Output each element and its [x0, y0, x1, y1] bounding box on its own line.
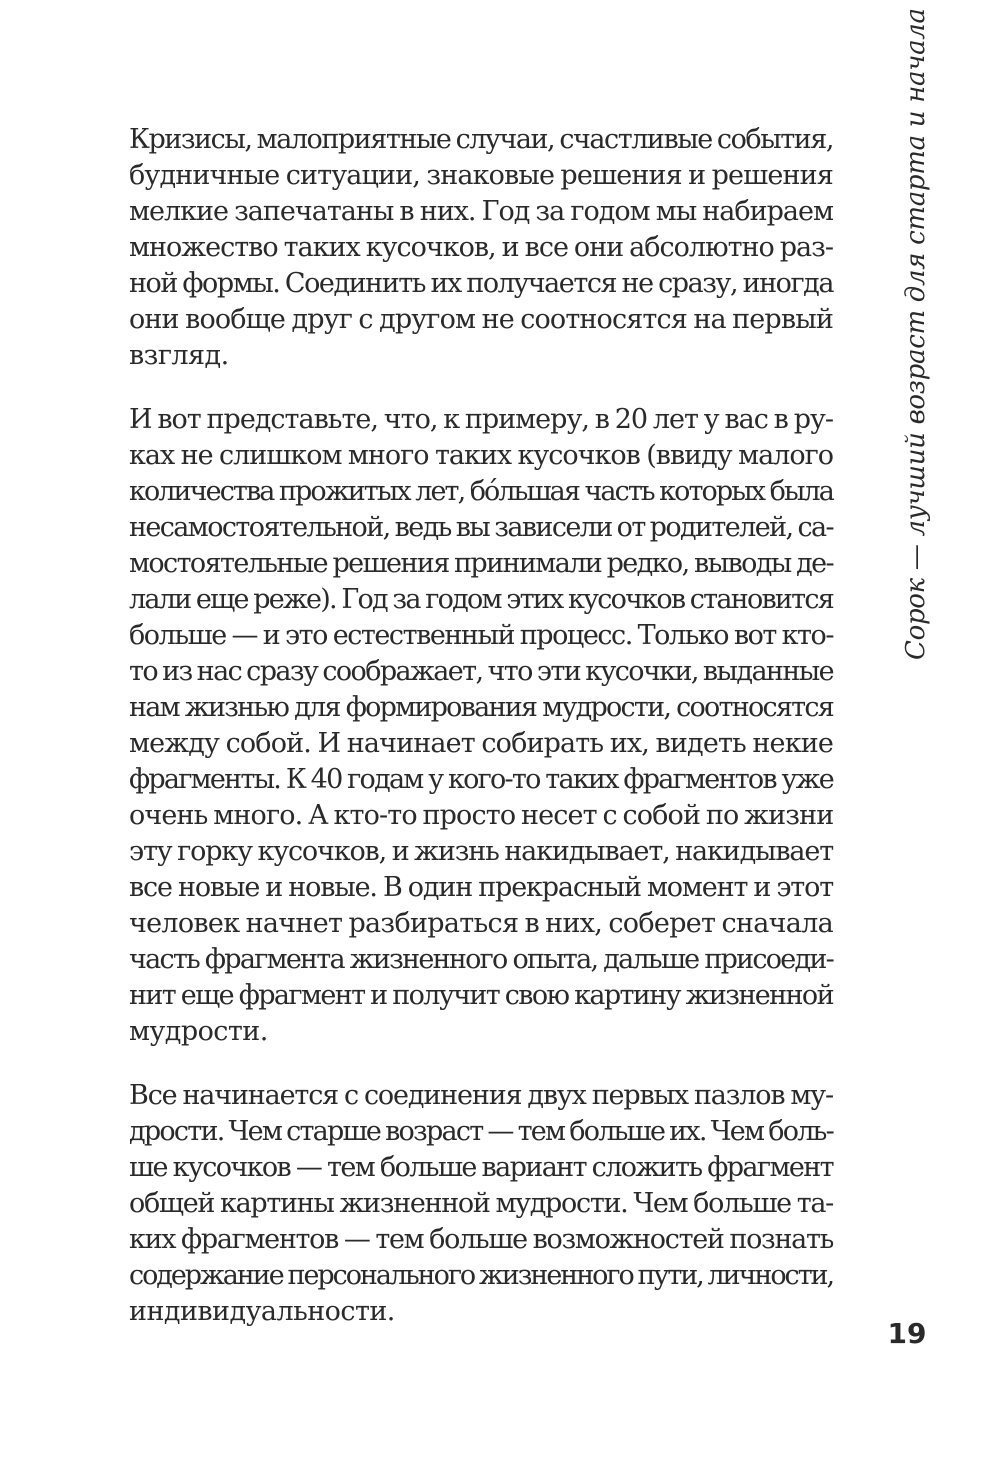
text-line: индивидуальности. — [129, 1296, 395, 1327]
text-line: Все начинается с соединения двух первых пазлов му- — [129, 1080, 833, 1111]
text-line: несамостоятельной, ведь вы зависели от родителей, са- — [129, 512, 833, 543]
text-line: мудрости. — [129, 1016, 268, 1047]
text-line: нам жизнью для формирования мудрости, соотносятся — [129, 692, 833, 723]
text-line: мостоятельные решения принимали редко, выводы де- — [129, 548, 833, 579]
text-line: больше — и это естественный процесс. Только вот кто- — [129, 620, 833, 651]
text-line: будничные ситуации, знаковые решения и решения — [129, 160, 833, 191]
text-line: И вот представьте, что, к примеру, в 20 лет у вас в ру- — [129, 404, 833, 435]
paragraph-3 — [129, 1078, 833, 1330]
text-line: ной формы. Соединить их получается не сразу, иногда — [129, 268, 833, 299]
text-line: между собой. И начинает собирать их, видеть некие — [129, 728, 833, 759]
text-line: мелкие запечатаны в них. Год за годом мы набираем — [129, 196, 833, 227]
text-line: они вообще друг с другом не соотносятся на первый — [129, 304, 833, 335]
paragraph-1 — [129, 122, 833, 374]
body-text — [129, 122, 833, 1358]
text-line: нит еще фрагмент и получит свою картину жизненной — [129, 980, 833, 1011]
text-line: человек начнет разбираться в них, соберет сначала — [129, 908, 833, 939]
text-line: общей картины жизненной мудрости. Чем больше та- — [129, 1188, 833, 1219]
text-line: ках не слишком много таких кусочков (ввиду малого — [129, 440, 833, 471]
text-line: количества прожитых лет, бо́льшая часть которых была — [129, 476, 833, 507]
text-line: фрагменты. К 40 годам у кого-то таких фрагментов уже — [129, 764, 833, 795]
text-line: то из нас сразу соображает, что эти кусочки, выданные — [129, 656, 833, 687]
text-line: все новые и новые. В один прекрасный момент и этот — [129, 872, 833, 903]
text-line: ких фрагментов — тем больше возможностей познать — [129, 1224, 833, 1255]
page-number: 19 — [887, 1317, 927, 1350]
text-line: множество таких кусочков, и все они абсолютно раз- — [129, 232, 833, 263]
text-line: эту горку кусочков, и жизнь накидывает, накидывает — [129, 836, 833, 867]
text-line: часть фрагмента жизненного опыта, дальше присоеди- — [129, 944, 833, 975]
text-line: ше кусочков — тем больше вариант сложить фрагмент — [129, 1152, 833, 1183]
text-line: лали еще реже). Год за годом этих кусочков становится — [129, 584, 833, 615]
text-line: очень много. А кто-то просто несет с собой по жизни — [129, 800, 834, 831]
text-line: Кризисы, малоприятные случаи, счастливые события, — [129, 124, 833, 155]
text-line: дрости. Чем старше возраст — тем больше их. Чем боль- — [129, 1116, 833, 1147]
running-head-text: Сорок — лучший возраст для старта и начала — [901, 8, 931, 660]
paragraph-2 — [129, 402, 833, 1050]
text-line: содержание персонального жизненного пути, личности, — [129, 1260, 833, 1291]
running-head — [900, 8, 932, 660]
text-line: взгляд. — [129, 340, 229, 371]
